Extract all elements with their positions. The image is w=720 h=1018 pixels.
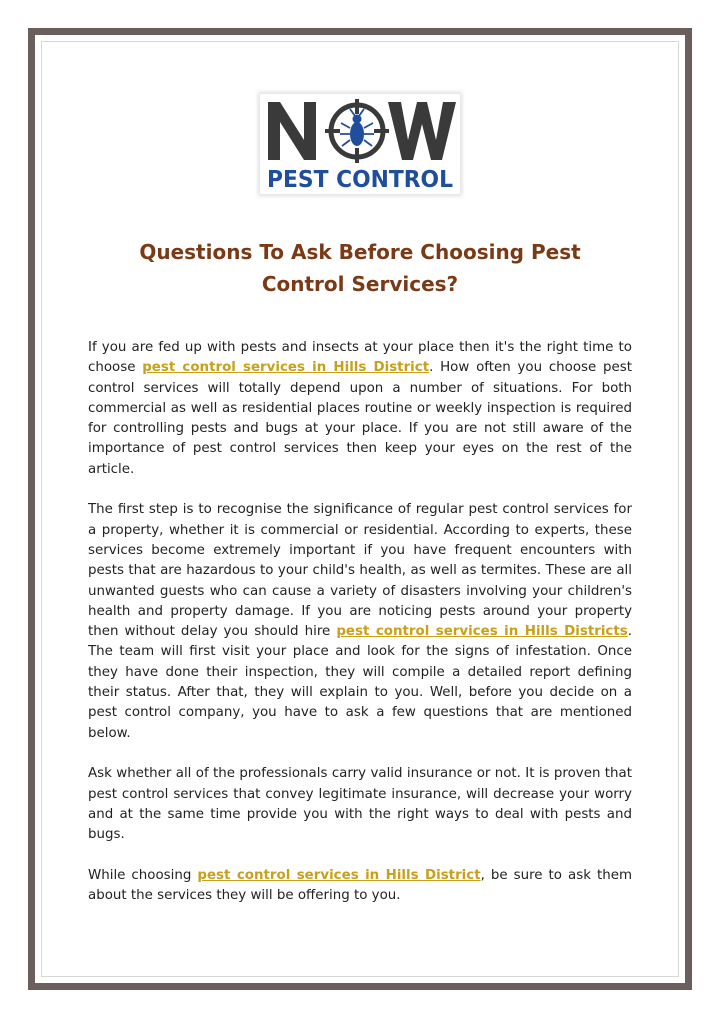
page-title: Questions To Ask Before Choosing Pest Control Services? <box>139 240 581 296</box>
paragraph-2: The first step is to recognise the significance of regular pest control services for a property, whether it is commercial or residential. According to experts, these services become extremely important if you have frequent encounters with pests that are hazardous to your child's health, as well as termites. These are all unwanted guests who can cause a variety of disasters involving your children's health and property damage. If you are noticing pests around your property then without delay you should hire pest control services in Hills Districts. The team will first visit your place and look for the signs of infestation. Once they have done their inspection, they will compile a detailed report defining their status. After that, they will explain to you. Well, before you decide on a pest control company, you have to ask a few questions that are mentioned below. <box>88 502 632 741</box>
paragraph-1: If you are fed up with pests and insects at your place then it's the right time to choose pest control services in Hills District. How often you choose pest control services will totally depend upon a number of situations. For both commercial as well as residential places routine or weekly inspection is required for controlling pests and bugs at your place. If you are not still aware of the importance of pest control services then keep your eyes on the rest of the article. <box>88 340 632 477</box>
crosshair-bug-icon <box>325 99 389 163</box>
article-body <box>88 338 632 927</box>
hills-districts-link-2[interactable]: pest control services in Hills Districts <box>336 624 628 640</box>
logo-graphic <box>260 94 460 194</box>
hills-district-link-1[interactable]: pest control services in Hills District <box>142 360 430 376</box>
logo-pest-control-text: PEST CONTROL <box>267 167 454 193</box>
paragraph-4: While choosing pest control services in Hills District, be sure to ask them about the services they will be offering to you. <box>88 867 632 904</box>
now-pest-control-logo <box>260 94 460 194</box>
hills-district-link-3[interactable]: pest control services in Hills District <box>197 867 481 883</box>
paragraph-3: Ask whether all of the professionals carry valid insurance or not. It is proven that pest control services that convey legitimate insurance, will decrease your worry and at the same time provide you with the right ways to deal with pests and bugs. <box>88 766 632 843</box>
